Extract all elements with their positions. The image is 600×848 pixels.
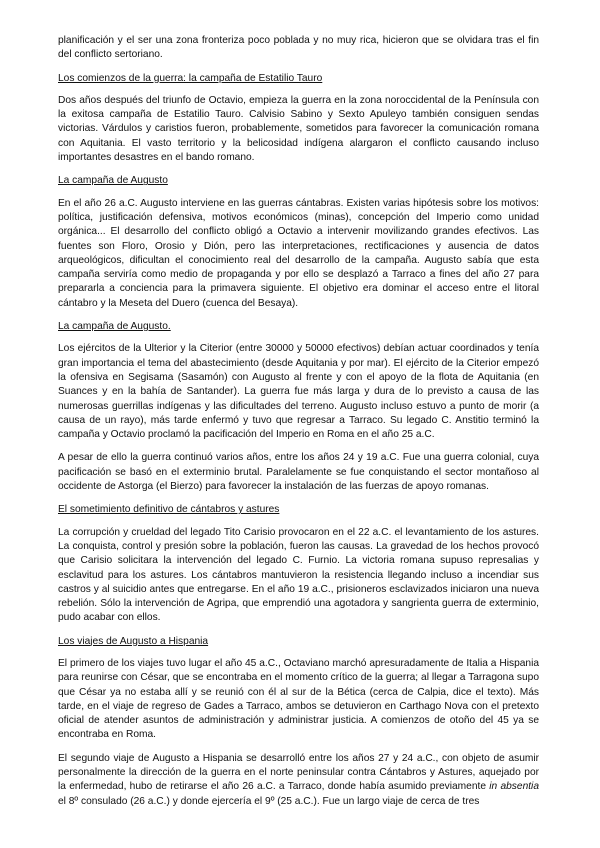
segundo-viaje-text-a: El segundo viaje de Augusto a Hispania se desarrolló entre los años 27 y 24 a.C., con objeto de asumir personalmente la dirección de la guerra en el norte peninsular contra Cántabros y Astures, aquejado por la enfermedad, hubo de retirarse el año 26 a.C. a Tarraco, donde había asumido previamente	[58, 752, 539, 793]
in-absentia-italic: in absentia	[489, 781, 539, 793]
paragraph-ejercitos: Los ejércitos de la Ulterior y la Citerior (entre 30000 y 50000 efectivos) debían actuar coordinados y tenía gran importancia el tema del abastecimiento (desde Aquitania y por mar). El ejército de la Citerior empezó la ofensiva en Segisama (Sasamón) con Augusto al frente y con el apoyo de la flota de Aquitania (en Suances y en la bahía de Santander). La guerra fue más larga y dura de lo previsto a causa de las numerosas guerrillas indígenas y las dificultades del terreno. Augusto incluso estuvo a punto de morir (a causa de un rayo), más tarde enfermó y tuvo que regresar a Tarraco. Su legado C. Anstitio terminó la campaña y Octavio proclamó la pacificación del Imperio en Roma en el año 25 a.C.	[58, 343, 539, 441]
paragraph-estatilio-tauro: Dos años después del triunfo de Octavio, empieza la guerra en la zona noroccidental de la Península con la exitosa campaña de Estatilio Tauro. Calvisio Sabino y Sexto Apuleyo también consiguen sendas victorias. Várdulos y caristios fueron, probablemente, sometidos para favorecer la comunicación romana con Aquitania. El vasto territorio y la belicosidad indígena alargaron el conflicto causando incluso importantes desastres en el bando romano.	[58, 94, 539, 164]
section-heading-sometimiento: El sometimiento definitivo de cántabros y astures	[58, 504, 280, 516]
paragraph-sometimiento: La corrupción y crueldad del legado Tito Carisio provocaron en el 22 a.C. el levantamiento de los astures. La conquista, control y presión sobre la población, fueron las causas. La gravedad de los hechos provocó que Carisio solicitara la intervención del legado C. Furnio. La victoria romana supuso represalias y esclavitud para los astures. Los cántabros mantuvieron la resistencia llegando incluso a incendiar sus castros y al suicidio antes que entregarse. En el año 19 a.C., prisioneros esclavizados iniciaron una nueva rebelión. Sólo la intervención de Agripa, que emprendió una agotadora y sangrienta guerra de exterminio, pudo acabar con ellos.	[58, 526, 539, 624]
paragraph-guerra-continua: A pesar de ello la guerra continuó varios años, entre los años 24 y 19 a.C. Fue una guerra colonial, cuya pacificación se basó en el exterminio brutal. Paralelamente se fue conquistando el sector montañoso al occidente de Astorga (el Bierzo) para favorecer la instalación de las fuerzas de apoyo romanas.	[58, 452, 539, 493]
section-heading-viajes: Los viajes de Augusto a Hispania	[58, 635, 209, 647]
section-heading-estatilio-tauro: Los comienzos de la guerra: la campaña de Estatilio Tauro	[58, 72, 323, 84]
paragraph-campana-augusto-motivos: En el año 26 a.C. Augusto interviene en las guerras cántabras. Existen varias hipótesis sobre los motivos: política, justificación defensiva, motivos económicos (minas), concepción del Imperio como unidad orgánica... El desarrollo del conflicto obligó a Octavio a intervenir movilizando grandes efectivos. Las fuentes son Floro, Orosio y Dión, pero las interpretaciones, rectificaciones y ausencia de datos arqueológicos, dificultan el conocimiento real del desarrollo de la campaña. Augusto sabía que esta campaña serviría como medio de propaganda y por ello se desplazó a Tarraco a fines del año 27 para prepararla a conciencia para la primavera siguiente. El objetivo era dominar el acceso entre el litoral cántabro y la Meseta del Duero (cuenca del Besaya).	[58, 197, 539, 309]
segundo-viaje-text-b: el 8º consulado (26 a.C.) y donde ejercería el 9º (25 a.C.). Fue un largo viaje de cerca de tres	[58, 795, 480, 807]
paragraph-primer-viaje: El primero de los viajes tuvo lugar el año 45 a.C., Octaviano marchó apresuradamente de Italia a Hispania para reunirse con César, que se encontraba en el momento crítico de la guerra; al llegar a Tarragona supo que César ya no estaba allí y se reunió con él al sur de la Bética (cerca de Calpia, dice el texto). Más tarde, en el viaje de regreso de Gades a Tarraco, ambos se detuvieron en Carthago Nova con el pretexto oficial de atender asuntos de administración y administrar justicia. A comienzos de otoño del 45 ya se encontraba en Roma.	[58, 657, 539, 741]
section-heading-campana-augusto-desarrollo: La campaña de Augusto.	[58, 321, 171, 333]
paragraph-segundo-viaje	[58, 752, 539, 809]
intro-continuation-paragraph: planificación y el ser una zona fronteriza poco poblada y no muy rica, hicieron que se olvidara tras el fin del conflicto sertoriano.	[58, 35, 539, 61]
section-heading-campana-augusto: La campaña de Augusto	[58, 175, 168, 187]
